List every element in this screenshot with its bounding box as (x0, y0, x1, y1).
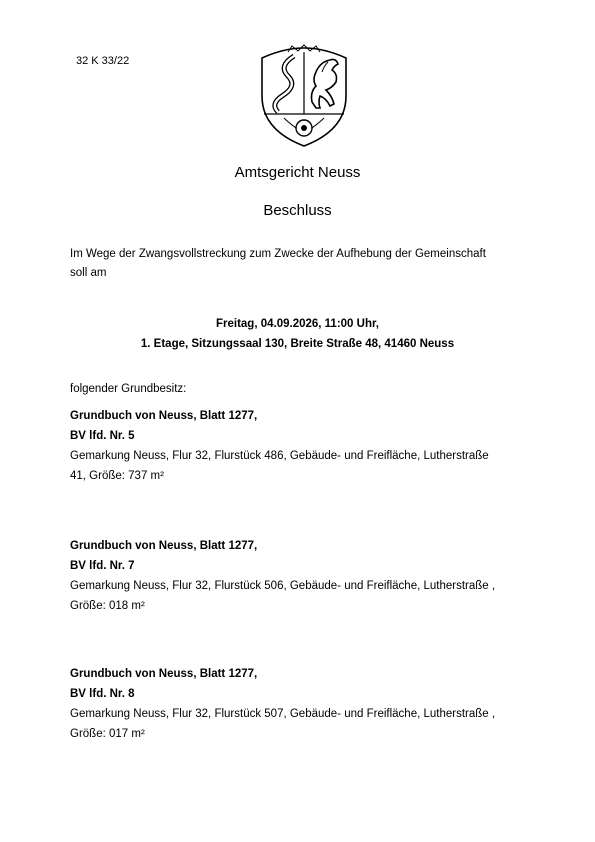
parcel-description: Gemarkung Neuss, Flur 32, Flurstück 506, Gebäude- und Freifläche, Lutherstraße , (70, 580, 496, 592)
parcel-register: Grundbuch von Neuss, Blatt 1277, (70, 540, 258, 552)
court-name: Amtsgericht Neuss (234, 164, 361, 181)
appointment-location: 1. Etage, Sitzungssaal 130, Breite Straße 48, 41460 Neuss (140, 338, 455, 350)
parcel-description: Gemarkung Neuss, Flur 32, Flurstück 507, Gebäude- und Freifläche, Lutherstraße , (70, 708, 496, 720)
case-number: 32 K 33/22 (76, 55, 130, 67)
coat-of-arms-icon (258, 44, 350, 148)
appointment-block (0, 314, 595, 354)
appointment-date-time: Freitag, 04.09.2026, 11:00 Uhr, (215, 318, 380, 330)
parcel-description: Gemarkung Neuss, Flur 32, Flurstück 486, Gebäude- und Freifläche, Lutherstraße (70, 450, 489, 462)
parcel-entry-number: BV lfd. Nr. 5 (70, 430, 135, 442)
parcel-entry (70, 406, 540, 486)
intro-line: Im Wege der Zwangsvollstreckung zum Zwecke der Aufhebung der Gemeinschaft (70, 248, 486, 260)
parcel-entry-number: BV lfd. Nr. 8 (70, 688, 135, 700)
property-intro: folgender Grundbesitz: (70, 383, 187, 395)
parcel-description: Größe: 018 m² (70, 600, 145, 612)
parcel-register: Grundbuch von Neuss, Blatt 1277, (70, 668, 258, 680)
intro-paragraph (70, 245, 530, 283)
document-title: Beschluss (263, 202, 332, 219)
parcel-entry-number: BV lfd. Nr. 7 (70, 560, 135, 572)
parcel-register: Grundbuch von Neuss, Blatt 1277, (70, 410, 258, 422)
parcel-entry (70, 536, 540, 616)
intro-line: soll am (70, 267, 107, 279)
parcel-entry (70, 664, 540, 744)
parcel-description: Größe: 017 m² (70, 728, 145, 740)
parcel-description: 41, Größe: 737 m² (70, 470, 164, 482)
